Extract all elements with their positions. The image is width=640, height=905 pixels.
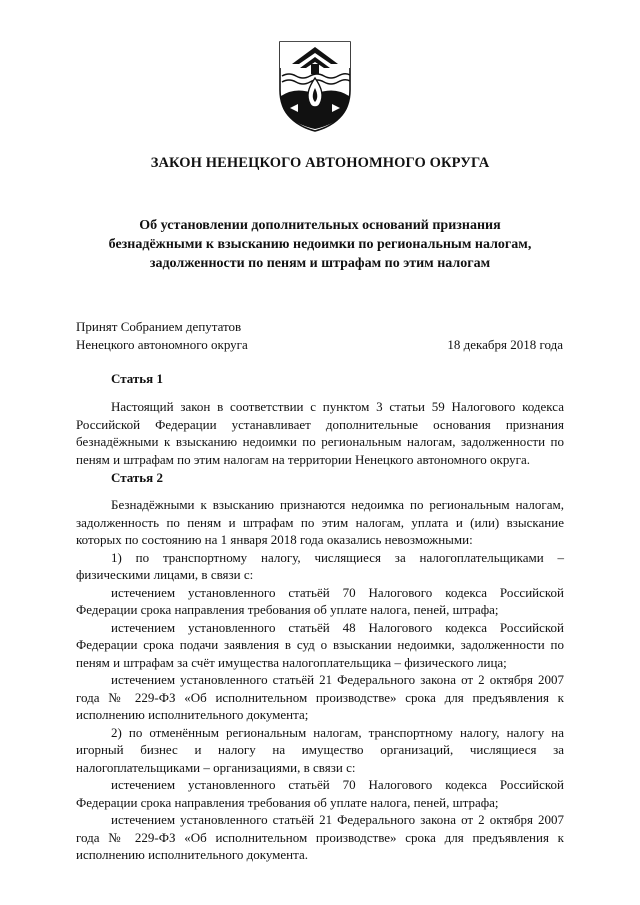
paragraph: 2) по отменённым региональным налогам, транспортному налогу, налогу на игорный бизнес и налогу на имущество организаций, числящиеся за налогоплательщиками – организациями, в связи с: [76,724,564,775]
adoption-date: 18 декабря 2018 года [447,337,563,352]
adoption-line: Принят Собранием депутатов [76,319,242,334]
subject-line: безнадёжными к взысканию недоимки по региональным налогам, [108,237,532,252]
paragraph: истечением установленного статьёй 48 Налогового кодекса Российской Федерации срока подачи заявления в суд о взыскании недоимки, задолженности по пеням и штрафам за счёт имущества налогоплательщика – физического лица; [76,619,564,670]
subject-line: Об установлении дополнительных оснований признания [139,218,501,233]
law-title: ЗАКОН НЕНЕЦКОГО АВТОНОМНОГО ОКРУГА [150,155,490,171]
law-subject [60,216,580,273]
paragraph: 1) по транспортному налогу, числящиеся за налогоплательщиками – физическими лицами, в связи с: [76,549,564,582]
paragraph: истечением установленного статьёй 21 Федерального закона от 2 октября 2007 года № 229-ФЗ «Об исполнительном производстве» срока для предъявления к исполнению исполнительного документа. [76,812,564,862]
article-1-body [76,398,564,468]
paragraph: истечением установленного статьёй 70 Налогового кодекса Российской Федерации срока направления требования об уплате налога, пеней, штрафа; [76,584,564,617]
article-1-heading: Статья 1 [111,371,163,386]
article-2-heading: Статья 2 [111,470,163,485]
adoption-authority [76,318,248,354]
nenets-coat-of-arms-icon [276,38,354,134]
paragraph: Настоящий закон в соответствии с пунктом 3 статьи 59 Налогового кодекса Российской Федерации устанавливает дополнительные основания признания безнадёжными к взысканию недоимки по региональным налогам, задолженности по пеням и штрафам по этим налогам на территории Ненецкого автономного округа. [76,399,564,467]
paragraph: Безнадёжными к взысканию признаются недоимка по региональным налогам, задолженность по пеням и штрафам по этим налогам, уплата и (или) взыскание которых по состоянию на 1 января 2018 года оказались невозможными: [76,497,564,547]
adoption-line: Ненецкого автономного округа [76,337,248,352]
paragraph: истечением установленного статьёй 70 Налогового кодекса Российской Федерации срока направления требования об уплате налога, пеней, штрафа; [76,777,564,810]
subject-line: задолженности по пеням и штрафам по этим налогам [149,256,491,271]
paragraph: истечением установленного статьёй 21 Федерального закона от 2 октября 2007 года № 229-ФЗ «Об исполнительном производстве» срока для предъявления к исполнению исполнительного документа; [76,672,564,722]
article-2-body [76,496,564,864]
